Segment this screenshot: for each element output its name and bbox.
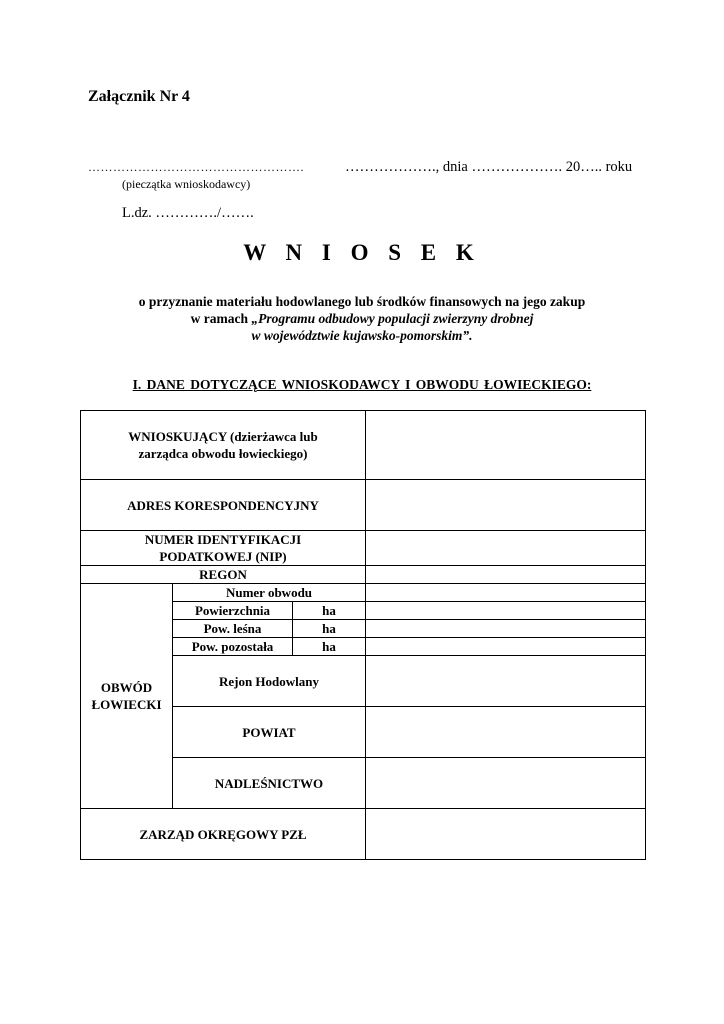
area-label: Powierzchnia [173,602,293,620]
table-row [81,411,646,480]
district-number-field[interactable] [366,584,646,602]
subtitle-prefix: w ramach [190,311,252,326]
area-field[interactable] [366,602,646,620]
address-field[interactable] [366,480,646,531]
hunting-district-label: OBWÓD ŁOWIECKI [81,584,173,809]
district-number-label: Numer obwodu [173,584,366,602]
document-title: W N I O S E K [243,240,481,265]
attachment-number: Załącznik Nr 4 [88,88,190,105]
other-area-field[interactable] [366,638,646,656]
nip-field[interactable] [366,531,646,566]
county-label: POWIAT [173,707,366,758]
table-row [81,531,646,566]
pzl-board-field[interactable] [366,809,646,860]
breeding-region-label: Rejon Hodowlany [173,656,366,707]
applicant-data-table [80,410,646,860]
applicant-label: WNIOSKUJĄCY (dzierżawca lub zarządca obwodu łowieckiego) [81,411,366,480]
table-row [81,584,646,602]
nip-label: NUMER IDENTYFIKACJI PODATKOWEJ (NIP) [81,531,366,566]
other-area-unit: ha [293,638,366,656]
section-heading: I. DANE DOTYCZĄCE WNIOSKODAWCY I OBWODU ŁOWIECKIEGO: [132,377,592,392]
program-name: „Programu odbudowy populacji zwierzyny drobnej [251,311,534,326]
address-label: ADRES KORESPONDENCYJNY [81,480,366,531]
applicant-field[interactable] [366,411,646,480]
date-line: ………………., dnia ………………. 20….. roku [345,159,633,175]
forest-district-label: NADLEŚNICTWO [173,758,366,809]
stamp-label: (pieczątka wnioskodawcy) [122,177,251,191]
forest-area-field[interactable] [366,620,646,638]
forest-district-field[interactable] [366,758,646,809]
county-field[interactable] [366,707,646,758]
reference-number: L.dz. …………./……. [122,205,254,221]
forest-area-unit: ha [293,620,366,638]
program-region: w województwie kujawsko-pomorskim”. [251,328,473,343]
regon-field[interactable] [366,566,646,584]
area-unit: ha [293,602,366,620]
pzl-board-label: ZARZĄD OKRĘGOWY PZŁ [81,809,366,860]
table-row [81,480,646,531]
breeding-region-field[interactable] [366,656,646,707]
subtitle-line-1: o przyznanie materiału hodowlanego lub środków finansowych na jego zakup [138,294,586,309]
forest-area-label: Pow. leśna [173,620,293,638]
subtitle-line-2 [0,311,724,327]
table-row [81,809,646,860]
subtitle-line-3 [0,328,724,344]
regon-label: REGON [81,566,366,584]
stamp-placeholder: ……………………………………………. [88,160,304,174]
other-area-label: Pow. pozostała [173,638,293,656]
table-row [81,566,646,584]
